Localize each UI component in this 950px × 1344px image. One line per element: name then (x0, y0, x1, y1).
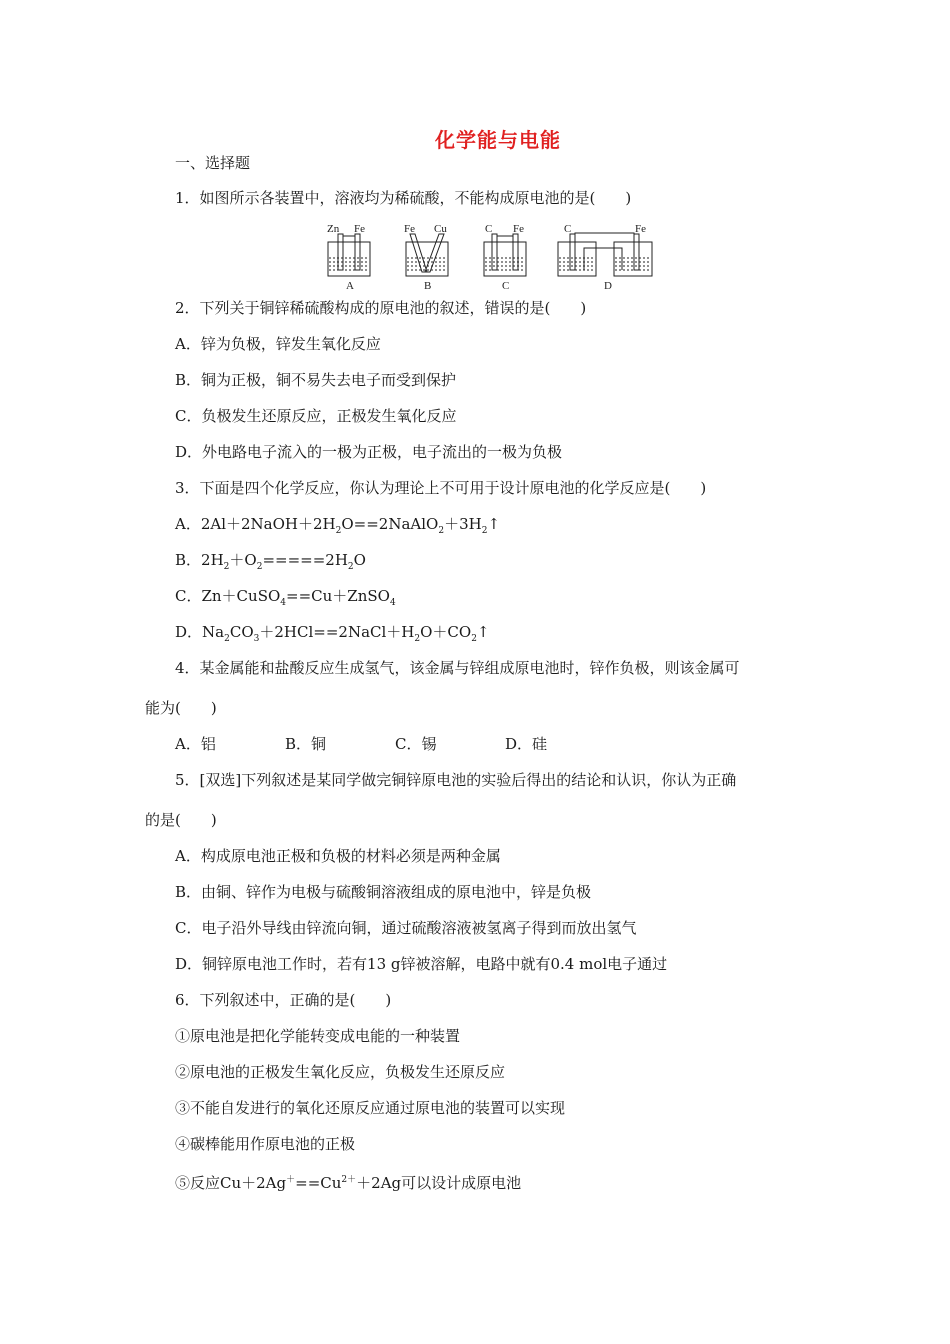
cell-b-left-label: Fe (404, 223, 415, 235)
q3-option-b: B．$2H_2+O_2=====2H_2O$ (175, 551, 366, 572)
question-4-line2: 能为( ) (145, 699, 217, 717)
q6-item-5: ⑤反应$Cu+2Ag^+==Cu^{2+}+2Ag$可以设计成原电池 (175, 1174, 522, 1192)
q4-option-b: B．铜 (285, 735, 327, 753)
cell-c-left-label: C (485, 223, 493, 235)
cell-d-diagram (558, 233, 652, 276)
q3-option-a: A．$2Al+2NaOH+2H_2O==2NaAlO_2+3H_2↑$ (175, 515, 501, 536)
cell-d-label: D (604, 280, 612, 292)
cell-a-left-label: Zn (327, 223, 340, 235)
cell-c-right-label: Fe (513, 223, 524, 235)
q4-options (175, 734, 615, 754)
q6-item-3: ③不能自发进行的氧化还原反应通过原电池的装置可以实现 (175, 1099, 566, 1117)
q5-option-a: A．构成原电池正极和负极的材料必须是两种金属 (175, 847, 501, 865)
q2-option-d: D．外电路电子流入的一极为正极，电子流出的一极为负极 (175, 443, 563, 461)
q4-option-d: D．硅 (505, 735, 548, 753)
cell-d-left-label: C (564, 223, 572, 235)
cell-a-diagram (328, 234, 370, 276)
q2-option-a: A．锌为负极，锌发生氧化反应 (175, 335, 381, 353)
q4-option-c: C．锡 (395, 735, 437, 753)
q6-item-4: ④碳棒能用作原电池的正极 (175, 1135, 356, 1153)
q5-option-c: C．电子沿外导线由锌流向铜，通过硫酸溶液被氢离子得到而放出氢气 (175, 919, 637, 937)
q2-option-c: C．负极发生还原反应，正极发生氧化反应 (175, 407, 457, 425)
cell-b-label: B (424, 280, 432, 292)
q2-option-b: B．铜为正极，铜不易失去电子而受到保护 (175, 371, 457, 389)
question-2: 2．下列关于铜锌稀硫酸构成的原电池的叙述，错误的是( ) (175, 299, 587, 317)
cell-a-label: A (346, 280, 354, 292)
page-title: 化学能与电能 (435, 128, 561, 152)
cell-b-diagram (406, 234, 448, 276)
cell-b-right-label: Cu (434, 223, 447, 235)
cell-d-right-label: Fe (635, 223, 646, 235)
cell-c-diagram (484, 234, 526, 276)
question-3: 3．下面是四个化学反应，你认为理论上不可用于设计原电池的化学反应是( ) (175, 479, 707, 497)
question-1: 1．如图所示各装置中，溶液均为稀硫酸，不能构成原电池的是( ) (175, 189, 632, 207)
electrochemical-cells-figure (322, 222, 662, 294)
question-4-line1: 4．某金属能和盐酸反应生成氢气，该金属与锌组成原电池时，锌作负极，则该金属可 (175, 659, 740, 677)
cell-c-label: C (502, 280, 510, 292)
section-heading: 一、选择题 (175, 154, 251, 172)
q3-option-c: C．Zn＋CuSO$_4$==Cu＋ZnSO$_4$ (175, 587, 396, 608)
q5-option-d: D．铜锌原电池工作时，若有13 g锌被溶解，电路中就有0.4 mol电子通过 (175, 955, 668, 973)
q3-option-d: D．$Na_2CO_3+2HCl==2NaCl+H_2O+CO_2↑$ (175, 623, 490, 644)
q6-item-1: ①原电池是把化学能转变成电能的一种装置 (175, 1027, 461, 1045)
cell-a-right-label: Fe (354, 223, 365, 235)
q6-item-2: ②原电池的正极发生氧化反应，负极发生还原反应 (175, 1063, 506, 1081)
question-6: 6．下列叙述中，正确的是( ) (175, 991, 392, 1009)
question-5-line2: 的是( ) (145, 811, 217, 829)
question-5-line1: 5．[双选]下列叙述是某同学做完铜锌原电池的实验后得出的结论和认识，你认为正确 (175, 771, 737, 789)
q4-option-a: A．铝 (175, 735, 216, 753)
q5-option-b: B．由铜、锌作为电极与硫酸铜溶液组成的原电池中，锌是负极 (175, 883, 592, 901)
